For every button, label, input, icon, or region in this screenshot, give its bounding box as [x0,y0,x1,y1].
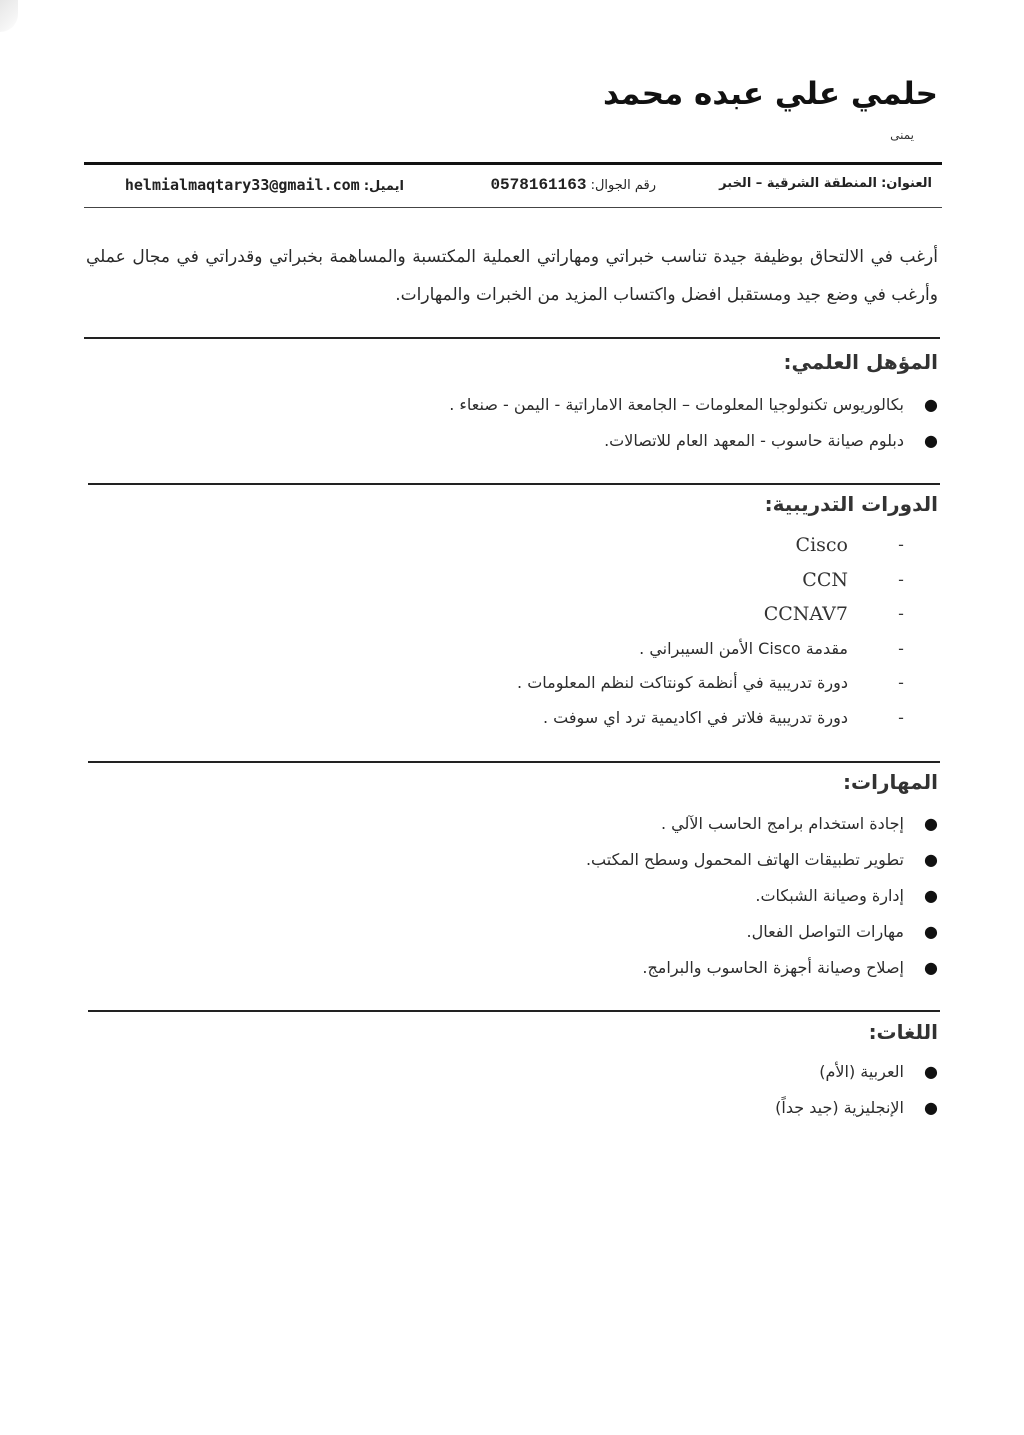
dash-icon: - [898,673,904,693]
address-label: العنوان: [881,176,932,191]
courses-list [517,528,908,736]
header-divider-thin [84,207,942,208]
bullet-icon: ● [924,814,938,833]
languages-list [775,1054,938,1126]
email-value: helmialmaqtary33@gmail.com [124,176,360,194]
list-item: - دورة تدريبية في أنظمة كونتاكت لنظم المعلومات . [517,666,908,701]
list-item: ● دبلوم صيانة حاسوب - المعهد العام للاتصالات. [449,423,938,459]
candidate-name: حلمي علي عبده محمد [603,76,938,112]
skills-list [586,806,938,986]
list-item: ● الإنجليزية (جيد جداً) [775,1090,938,1126]
bullet-icon: ● [924,886,938,905]
bullet-icon: ● [924,1062,938,1081]
list-item: - دورة تدريبية فلاتر في اكاديمية ترد اي سوفت . [517,701,908,736]
bullet-icon: ● [924,850,938,869]
contact-address [719,176,932,191]
courses-title: الدورات التدريبية: [764,492,938,516]
education-divider [84,337,940,339]
bullet-icon: ● [924,395,938,414]
list-item: - Cisco [517,528,908,563]
dash-icon: - [898,604,904,624]
contact-phone [490,176,656,194]
list-item: - CCN [517,563,908,598]
bullet-icon: ● [924,431,938,450]
bullet-icon: ● [924,1098,938,1117]
header-divider-thick [84,162,942,165]
list-item: - CCNAV7 [517,597,908,632]
education-list [449,387,938,459]
list-item: - مقدمة Cisco الأمن السيبراني . [517,632,908,667]
dash-icon: - [898,638,904,658]
list-item: ● مهارات التواصل الفعال. [586,914,938,950]
dash-icon: - [898,535,904,554]
phone-value: 0578161163 [490,176,587,194]
languages-title: اللغات: [868,1020,938,1044]
bullet-icon: ● [924,922,938,941]
phone-label: رقم الجوال: [590,178,656,193]
list-item: ● إصلاح وصيانة أجهزة الحاسوب والبرامج. [586,950,938,986]
dash-icon: - [898,569,904,589]
career-objective: أرغب في الالتحاق بوظيفة جيدة تناسب خبراتي ومهاراتي العملية المكتسبة والمساهمة بخبراتي وقدراتي في مجال عملي وأرغب في وضع جيد ومستقبل افضل واكتساب المزيد من الخبرات والمهارات. [86,247,938,305]
page-corner-fold [0,0,18,32]
list-item: ● بكالوريوس تكنولوجيا المعلومات – الجامعة الاماراتية - اليمن - صنعاء . [449,387,938,423]
skills-divider [88,761,940,763]
address-value: المنطقة الشرقية – الخبر [719,176,877,191]
education-title: المؤهل العلمي: [783,350,938,374]
dash-icon: - [898,707,904,727]
languages-divider [88,1010,940,1012]
list-item: ● تطوير تطبيقات الهاتف المحمول وسطح المكتب. [586,842,938,878]
email-label: ايميل: [363,179,404,194]
courses-divider [88,483,940,485]
list-item: ● إجادة استخدام برامج الحاسب الآلي . [586,806,938,842]
nationality: يمنى [890,128,914,142]
list-item: ● العربية (الأم) [775,1054,938,1090]
bullet-icon: ● [924,958,938,977]
skills-title: المهارات: [843,770,938,794]
list-item: ● إدارة وصيانة الشبكات. [586,878,938,914]
contact-row [90,176,932,196]
contact-email [125,176,404,194]
